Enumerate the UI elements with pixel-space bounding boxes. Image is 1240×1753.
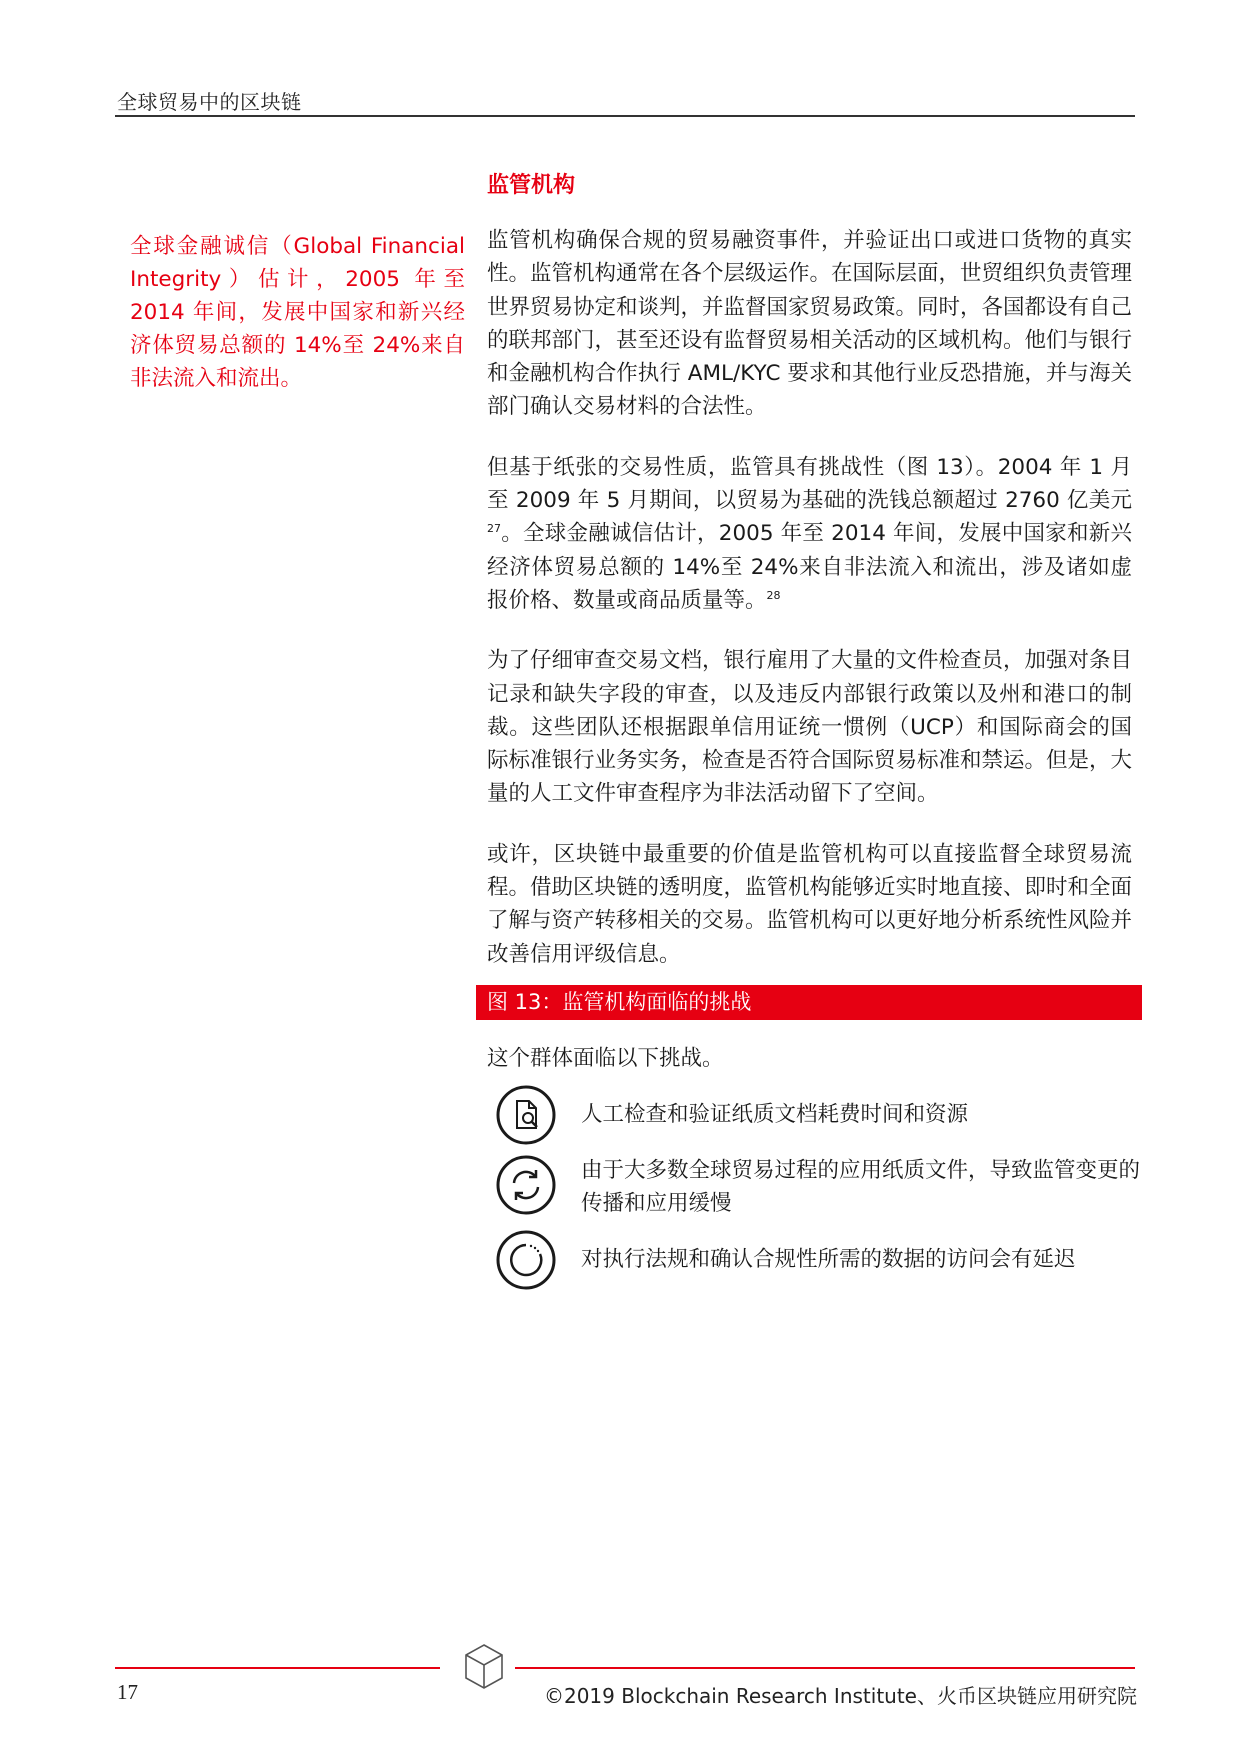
running-header: 全球贸易中的区块链 (117, 90, 302, 114)
paragraph-4: 或许，区块链中最重要的价值是监管机构可以直接监督全球贸易流程。借助区块链的透明度，监管机构能够近实时地直接、即时和全面了解与资产转移相关的交易。监管机构可以更好地分析系统性风险并改善信用评级信息。 (487, 841, 1133, 967)
footnote-marker-28[interactable]: 28 (766, 588, 781, 602)
sidebar-pull-quote: 全球金融诚信（Global Financial Integrity）估计，2005 年至 2014 年间，发展中国家和新兴经济体贸易总额的 14%至 24%来自非法流入和流出。 (130, 234, 465, 391)
document-search-icon (495, 1084, 557, 1146)
refresh-cycle-icon (495, 1154, 557, 1216)
paragraph-2-part2: 。全球金融诚信估计，2005 年至 2014 年间，发展中国家和新兴经济体贸易总额的 14%至 24%来自非法流入和流出，涉及诸如虚报价格、数量或商品质量等。 (487, 521, 1132, 613)
footnote-marker-27[interactable]: 27 (487, 522, 501, 536)
copyright-notice: ©2019 Blockchain Research Institute、火币区块链应用研究院 (543, 1684, 1137, 1708)
main-content (487, 170, 1132, 998)
challenge-text: 由于大多数全球贸易过程的应用纸质文件，导致监管变更的传播和应用缓慢 (581, 1158, 1141, 1216)
loading-circle-icon (495, 1229, 557, 1291)
challenge-text: 人工检查和验证纸质文档耗费时间和资源 (581, 1102, 969, 1127)
figure-intro: 这个群体面临以下挑战。 (487, 1046, 724, 1071)
footer-divider-left (115, 1667, 440, 1669)
paragraph-1: 监管机构确保合规的贸易融资事件，并验证出口或进口货物的真实性。监管机构通常在各个层级运作。在国际层面，世贸组织负责管理世界贸易协定和谈判，并监督国家贸易政策。同时，各国都设有自己的联邦部门，甚至还设有监督贸易相关活动的区域机构。他们与银行和金融机构合作执行 AML/KYC 要求和其他行业反恐措施，并与海关部门确认交易材料的合法性。 (487, 228, 1133, 420)
paragraph-2-part1: 但基于纸张的交易性质，监管具有挑战性（图 13）。2004 年 1 月至 2009 年 5 月期间，以贸易为基础的洗钱总额超过 2760 亿美元 (487, 454, 1132, 514)
header-divider (115, 115, 1135, 117)
paragraph-3: 为了仔细审查交易文档，银行雇用了大量的文件检查员，加强对条目记录和缺失字段的审查，以及违反内部银行政策以及州和港口的制裁。这些团队还根据跟单信用证统一惯例（UCP）和国际商会的国际标准银行业务实务，检查是否符合国际贸易标准和禁运。但是，大量的人工文件审查程序为非法活动留下了空间。 (487, 648, 1133, 807)
footer-divider-right (515, 1667, 1135, 1669)
figure-caption: 图 13：监管机构面临的挑战 (476, 985, 1142, 1020)
section-heading: 监管机构 (487, 173, 576, 198)
challenge-text: 对执行法规和确认合规性所需的数据的访问会有延迟 (581, 1247, 1076, 1272)
page-number: 17 (117, 1680, 138, 1704)
cube-icon (462, 1642, 506, 1692)
paragraph-2 (487, 451, 1132, 617)
